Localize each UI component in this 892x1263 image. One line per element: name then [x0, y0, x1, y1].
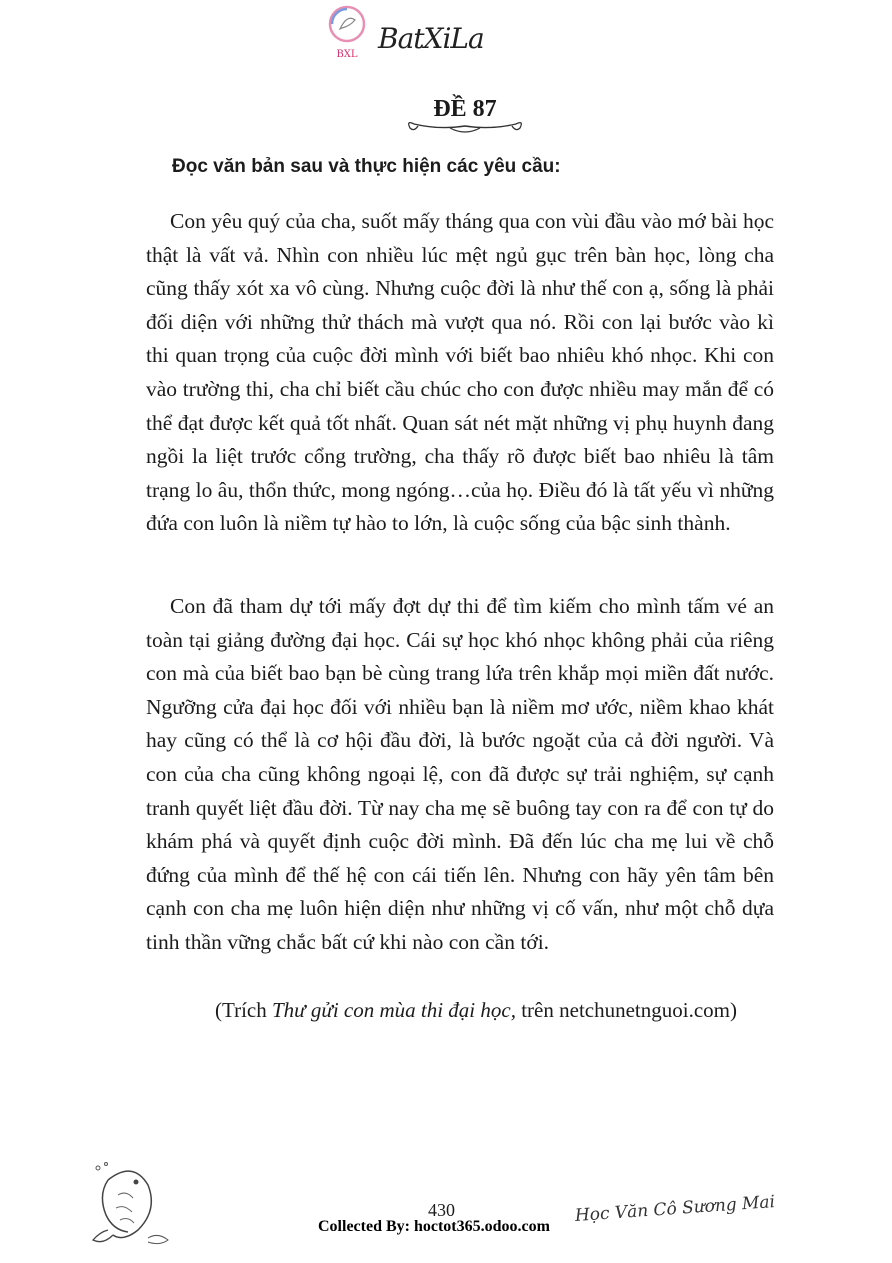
exam-title: ĐỀ 87 — [433, 96, 497, 122]
logo-text: BXL — [336, 49, 358, 60]
collected-by-credit: Collected By: hoctot365.odoo.com — [318, 1218, 550, 1235]
exam-title-block — [400, 96, 530, 138]
source-prefix: (Trích — [215, 998, 272, 1022]
passage-paragraph-2: Con đã tham dự tới mấy đợt dự thi để tìm kiếm cho mình tấm vé an toàn tại giảng đường đại học. Cái sự học khó nhọc không phải của riêng con mà của biết bao bạn bè cùng trang lứa trên khắp mọi miền đất nước. Ngưỡng cửa đại học đối với nhiều bạn là niềm mơ ước, niềm khao khát hay cũng có thể là cơ hội đầu đời, là bước ngoặt của cả đời người. Và con của cha cũng không ngoại lệ, con đã được sự trải nghiệm, sự cạnh tranh quyết liệt đầu đời. Từ nay cha mẹ sẽ buông tay con ra để con tự do khám phá và quyết định cuộc đời mình. Đã đến lúc cha mẹ lui về chỗ đứng của mình để thế hệ con cái tiến lên. Nhưng con hãy yên tâm bên cạnh con cha mẹ luôn hiện diện như những vị cố vấn, như một chỗ dựa tinh thần vững chắc bất cứ khi nào con cần tới. — [146, 594, 774, 954]
brand-name: BatXiLa — [378, 22, 484, 55]
flourish-ornament — [400, 116, 530, 138]
bxl-logo — [322, 2, 372, 62]
source-title: Thư gửi con mùa thi đại học, — [271, 998, 516, 1022]
page-number: 430 — [428, 1200, 455, 1220]
source-suffix: trên netchunetnguoi.com) — [515, 998, 737, 1022]
instruction-text: Đọc văn bản sau và thực hiện các yêu cầu: — [172, 156, 561, 177]
source-citation — [215, 998, 737, 1023]
series-title: Học Văn Cô Sương Mai — [574, 1192, 776, 1226]
passage-paragraph-1: Con yêu quý của cha, suốt mấy tháng qua con vùi đầu vào mớ bài học thật là vất vả. Nhìn con nhiều lúc mệt ngủ gục trên bàn học, lòng cha cũng thấy xót xa vô cùng. Nhưng cuộc đời là như thế con ạ, sống là phải đối diện với những thử thách mà vượt qua nó. Rồi con lại bước vào kì thi quan trọng của cuộc đời mình với biết bao nhiêu khó nhọc. Khi con vào trường thi, cha chỉ biết cầu chúc cho con được nhiều may mắn để có thể đạt được kết quả tốt nhất. Quan sát nét mặt những vị phụ huynh đang ngồi la liệt trước cổng trường, cha thấy rõ được biết bao nhiêu là tâm trạng lo âu, thổn thức, mong ngóng…của họ. Điều đó là tất yếu vì những đứa con luôn là niềm tự hào to lớn, là cuộc sống của bậc sinh thành. — [146, 209, 774, 536]
koi-fish-icon — [78, 1160, 188, 1250]
